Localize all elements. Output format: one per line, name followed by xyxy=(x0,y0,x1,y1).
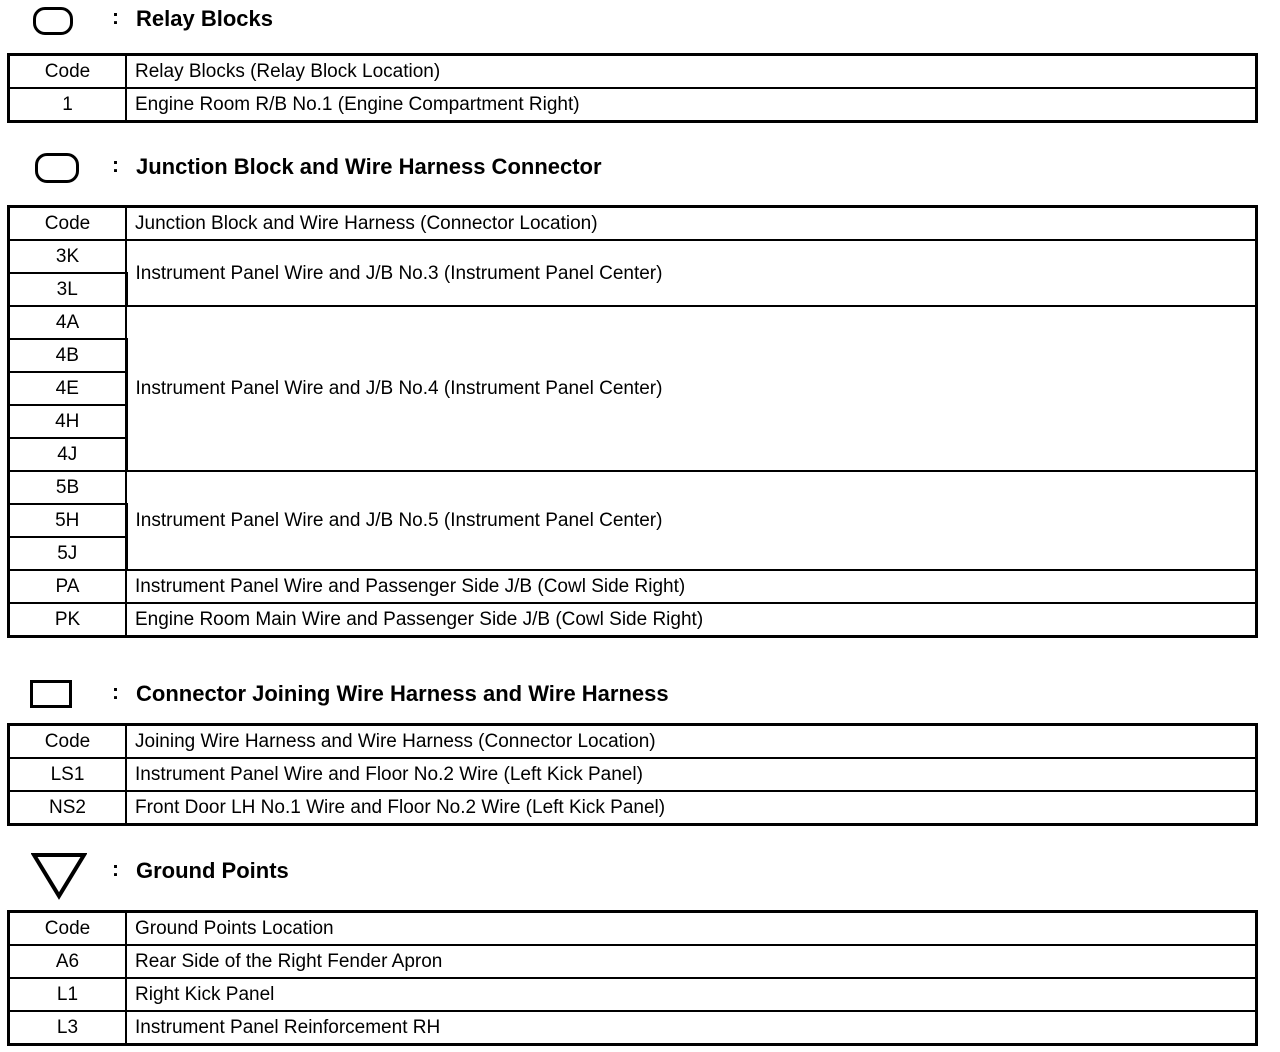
description-cell: Front Door LH No.1 Wire and Floor No.2 Wire (Left Kick Panel) xyxy=(126,791,1257,825)
description-header: Junction Block and Wire Harness (Connector Location) xyxy=(126,207,1257,241)
table-row xyxy=(9,978,1257,1011)
table-row xyxy=(9,791,1257,825)
table-header-row xyxy=(9,912,1257,946)
table-row xyxy=(9,603,1257,637)
code-cell: PK xyxy=(9,603,127,637)
code-cell: 4J xyxy=(9,438,127,471)
description-cell: Right Kick Panel xyxy=(126,978,1257,1011)
ground-triangle-icon xyxy=(31,852,87,900)
description-cell: Instrument Panel Wire and J/B No.4 (Instrument Panel Center) xyxy=(126,306,1257,471)
table-row xyxy=(9,1011,1257,1045)
section-title: Relay Blocks xyxy=(136,6,273,31)
code-cell: 5J xyxy=(9,537,127,570)
header-colon: : xyxy=(112,154,119,177)
code-cell: 5B xyxy=(9,471,127,504)
code-cell: PA xyxy=(9,570,127,603)
code-cell: 1 xyxy=(9,88,127,122)
code-cell: 4E xyxy=(9,372,127,405)
header-colon: : xyxy=(112,6,119,29)
table-row xyxy=(9,240,1257,273)
description-cell: Instrument Panel Wire and J/B No.3 (Instrument Panel Center) xyxy=(126,240,1257,306)
code-header: Code xyxy=(9,55,127,89)
header-colon: : xyxy=(112,858,119,881)
table-row xyxy=(9,945,1257,978)
description-cell: Instrument Panel Reinforcement RH xyxy=(126,1011,1257,1045)
table-header-row xyxy=(9,725,1257,759)
section-title: Junction Block and Wire Harness Connector xyxy=(136,154,602,179)
table-header-row xyxy=(9,55,1257,89)
code-header: Code xyxy=(9,207,127,241)
description-cell: Engine Room R/B No.1 (Engine Compartment Right) xyxy=(126,88,1257,122)
code-cell: 4H xyxy=(9,405,127,438)
code-cell: 3L xyxy=(9,273,127,306)
table-header-row xyxy=(9,207,1257,241)
relay-blocks-header xyxy=(0,0,1270,40)
table-row xyxy=(9,758,1257,791)
connector-symbol-icon xyxy=(30,680,72,708)
relay-blocks-table xyxy=(7,53,1258,123)
table-row xyxy=(9,570,1257,603)
description-cell: Instrument Panel Wire and Floor No.2 Wire (Left Kick Panel) xyxy=(126,758,1257,791)
description-header: Ground Points Location xyxy=(126,912,1257,946)
section-title: Ground Points xyxy=(136,858,289,883)
description-cell: Instrument Panel Wire and Passenger Side J/B (Cowl Side Right) xyxy=(126,570,1257,603)
table-row xyxy=(9,471,1257,504)
code-cell: A6 xyxy=(9,945,127,978)
table-row xyxy=(9,306,1257,339)
description-cell: Rear Side of the Right Fender Apron xyxy=(126,945,1257,978)
code-cell: NS2 xyxy=(9,791,127,825)
ground-points-table xyxy=(7,910,1258,1046)
junction-block-header xyxy=(0,148,1270,188)
code-cell: 4B xyxy=(9,339,127,372)
code-cell: LS1 xyxy=(9,758,127,791)
junction-block-symbol-icon xyxy=(35,153,79,183)
ground-points-header xyxy=(0,852,1270,892)
section-title: Connector Joining Wire Harness and Wire Harness xyxy=(136,681,669,706)
connector-joining-header xyxy=(0,675,1270,715)
code-header: Code xyxy=(9,912,127,946)
code-cell: 4A xyxy=(9,306,127,339)
description-cell: Engine Room Main Wire and Passenger Side J/B (Cowl Side Right) xyxy=(126,603,1257,637)
code-cell: L3 xyxy=(9,1011,127,1045)
description-header: Relay Blocks (Relay Block Location) xyxy=(126,55,1257,89)
connector-joining-table xyxy=(7,723,1258,826)
header-colon: : xyxy=(112,681,119,704)
code-header: Code xyxy=(9,725,127,759)
table-row xyxy=(9,88,1257,122)
code-cell: 5H xyxy=(9,504,127,537)
description-cell: Instrument Panel Wire and J/B No.5 (Instrument Panel Center) xyxy=(126,471,1257,570)
description-header: Joining Wire Harness and Wire Harness (Connector Location) xyxy=(126,725,1257,759)
code-cell: 3K xyxy=(9,240,127,273)
code-cell: L1 xyxy=(9,978,127,1011)
junction-block-table xyxy=(7,205,1258,638)
relay-block-symbol-icon xyxy=(33,7,73,35)
